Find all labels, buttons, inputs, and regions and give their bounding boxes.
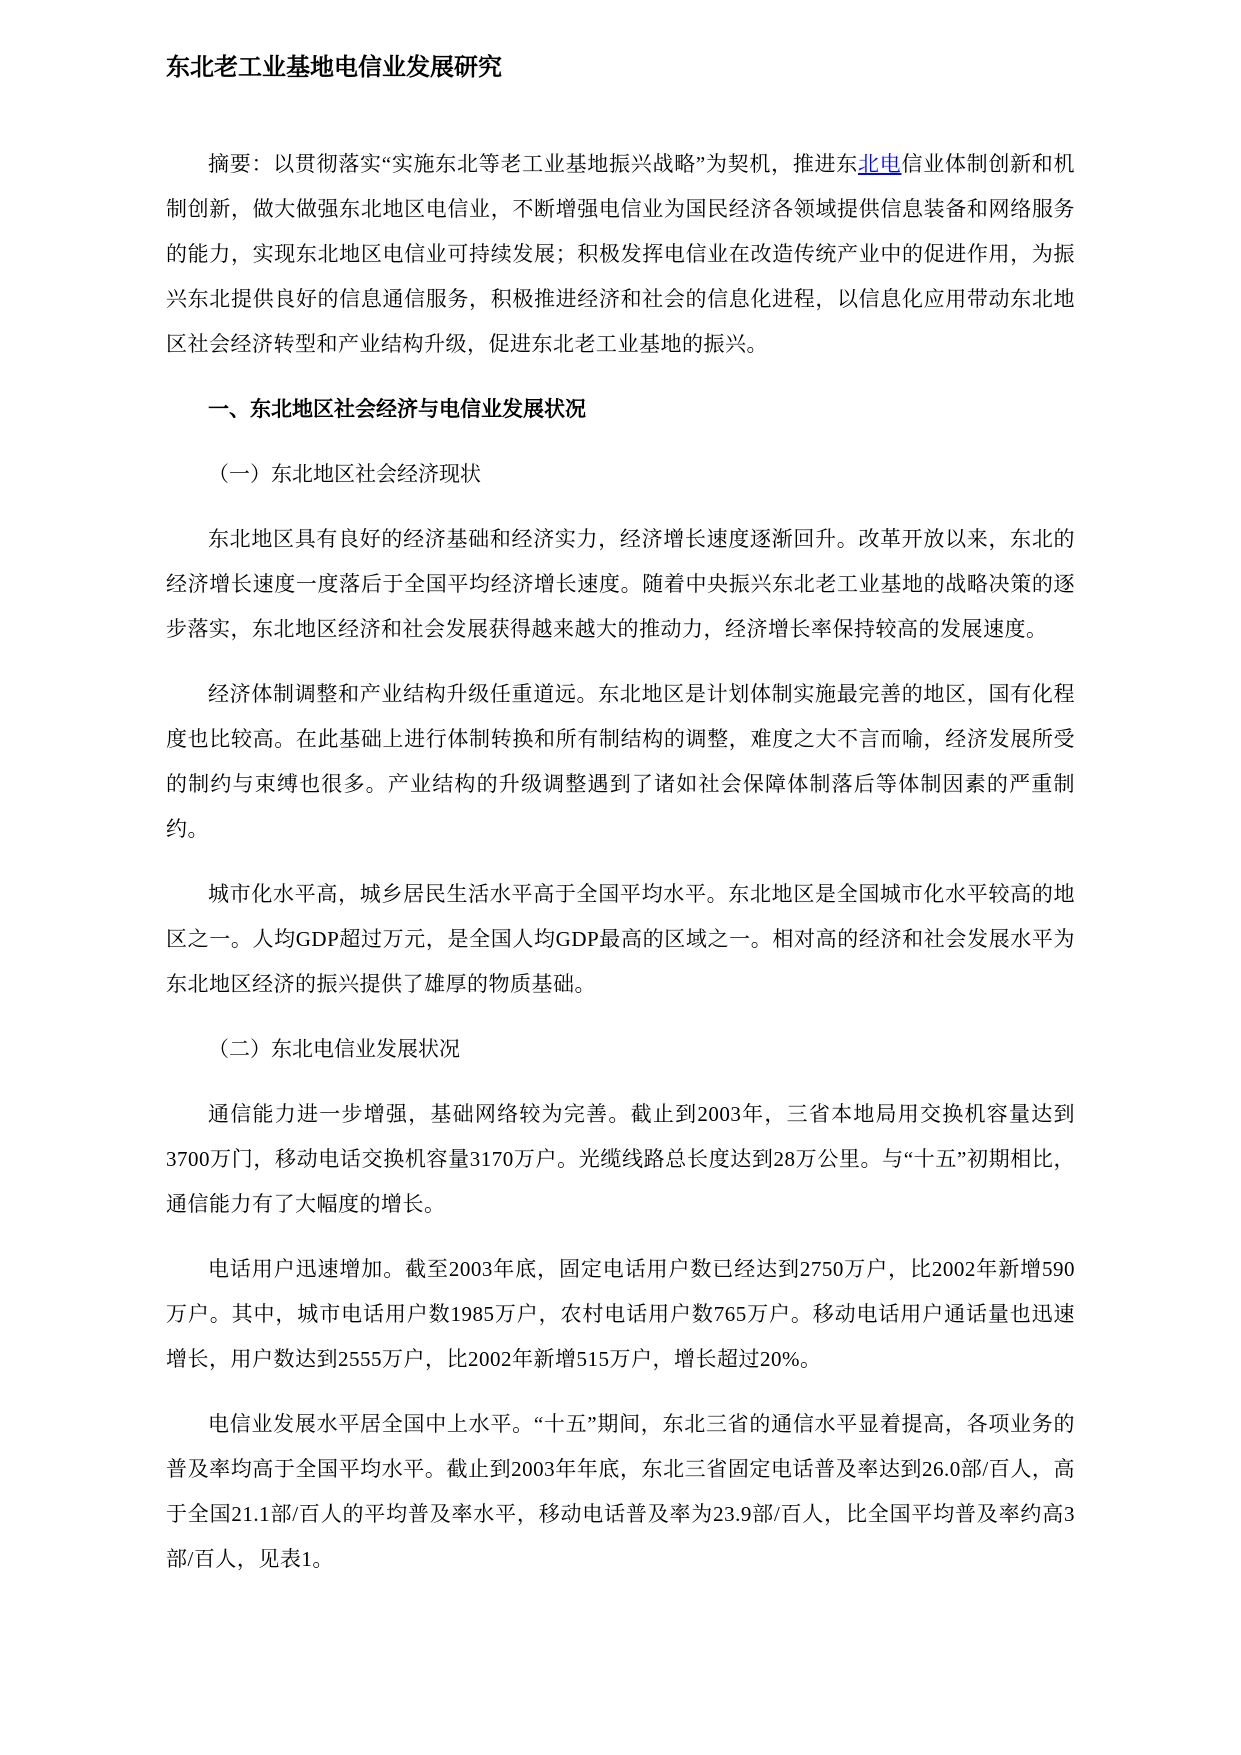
abstract-inline-link[interactable]: 北电 xyxy=(858,152,902,176)
abstract-paragraph xyxy=(166,142,1075,367)
abstract-text-suffix: 信业体制创新和机制创新，做大做强东北地区电信业，不断增强电信业为国民经济各领域提供信息装备和网络服务的能力，实现东北地区电信业可持续发展；积极发挥电信业在改造传统产业中的促进作用，为振兴东北提供良好的信息通信服务，积极推进经济和社会的信息化进程，以信息化应用带动东北地区社会经济转型和产业结构升级，促进东北老工业基地的振兴。 xyxy=(166,152,1076,356)
paragraph-network-capacity: 通信能力进一步增强，基础网络较为完善。截止到2003年，三省本地局用交换机容量达到3700万门，移动电话交换机容量3170万户。光缆线路总长度达到28万公里。与“十五”初期相比，通信能力有了大幅度的增长。 xyxy=(166,1102,1075,1216)
paragraph-structure-adjustment: 经济体制调整和产业结构升级任重道远。东北地区是计划体制实施最完善的地区，国有化程度也比较高。在此基础上进行体制转换和所有制结构的调整，难度之大不言而喻，经济发展所受的制约与束缚也很多。产业结构的升级调整遇到了诸如社会保障体制落后等体制因素的严重制约。 xyxy=(166,682,1075,841)
subsection-heading-2: （二）东北电信业发展状况 xyxy=(208,1037,460,1061)
paragraph-urbanization: 城市化水平高，城乡居民生活水平高于全国平均水平。东北地区是全国城市化水平较高的地区之一。人均GDP超过万元，是全国人均GDP最高的区域之一。相对高的经济和社会发展水平为东北地区经济的振兴提供了雄厚的物质基础。 xyxy=(166,882,1075,996)
document-title: 东北老工业基地电信业发展研究 xyxy=(166,55,502,81)
paragraph-economy-growth: 东北地区具有良好的经济基础和经济实力，经济增长速度逐渐回升。改革开放以来，东北的经济增长速度一度落后于全国平均经济增长速度。随着中央振兴东北老工业基地的战略决策的逐步落实，东北地区经济和社会发展获得越来越大的推动力，经济增长率保持较高的发展速度。 xyxy=(166,527,1075,641)
abstract-text-prefix: 摘要：以贯彻落实“实施东北等老工业基地振兴战略”为契机，推进东 xyxy=(208,152,859,176)
paragraph-subscriber-growth: 电话用户迅速增加。截至2003年底，固定电话用户数已经达到2750万户，比2002年新增590万户。其中，城市电话用户数1985万户，农村电话用户数765万户。移动电话用户通话量也迅速增长，用户数达到2555万户，比2002年新增515万户，增长超过20%。 xyxy=(166,1257,1075,1371)
paragraph-penetration-rate: 电信业发展水平居全国中上水平。“十五”期间，东北三省的通信水平显着提高，各项业务的普及率均高于全国平均水平。截止到2003年年底，东北三省固定电话普及率达到26.0部/百人，高于全国21.1部/百人的平均普及率水平，移动电话普及率为23.9部/百人，比全国平均普及率约高3部/百人，见表1。 xyxy=(166,1412,1075,1571)
section-heading-1: 一、东北地区社会经济与电信业发展状况 xyxy=(208,397,586,421)
subsection-heading-1: （一）东北地区社会经济现状 xyxy=(208,462,481,486)
